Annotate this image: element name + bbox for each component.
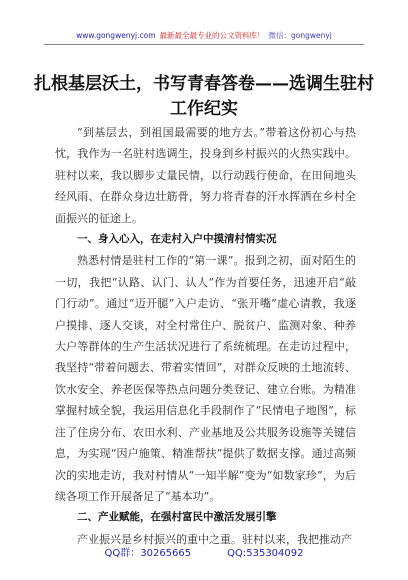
header-divider (44, 44, 364, 45)
header-slogan: 最新最全最专业的公文资料库！ (159, 31, 265, 40)
section-1-paragraph: 熟悉村情是驻村工作的“第一课”。报到之初，面对陌生的一切，我把“认路、认门、认人”作为首要任务，迅速开启“敲门行动”。通过“迈开腿”入户走访、“张开嘴”虚心请教，我逐户摸排、逐人交谈，对全村常住户、脱贫户、监测对象、种养大户等群体的生产生活状况进行了系统梳理。在走访过程中，我坚持“带着问题去、带着实情回”，对群众反映的土地流转、饮水安全、养老医保等热点问题分类登记、建立台账。为精准掌握村域全貌，我运用信息化手段制作了“民情电子地图”，标注了住房分布、农田水利、产业基地及公共服务设施等关键信息，为实现“因户施策、精准帮扶”提供了数据支撑。通过高频次的实地走访，我对村情从“一知半解”变为“如数家珍”，为后续各项工作开展备足了“基本功”。 (55, 254, 356, 503)
page-footer (0, 544, 408, 559)
page-header (0, 31, 408, 41)
document-body (55, 122, 356, 550)
intro-paragraph: “到基层去，到祖国最需要的地方去。”带着这份初心与热忱，我作为一名驻村选调生，投身到乡村振兴的火热实践中。驻村以来，我以脚步丈量民情，以行动践行使命，在田间地头经风雨、在群众身边壮筋骨，努力将青春的汗水挥洒在乡村全面振兴的征途上。 (55, 126, 356, 225)
footer-qq: QQ:535304092 (227, 548, 304, 559)
header-wechat: 微信：gongwenyj (268, 31, 332, 40)
document-title: 扎根基层沃土，书写青春答卷——选调生驻村工作纪实 (34, 74, 374, 119)
section-2-paragraph: 产业振兴是乡村振兴的重中之重。驻村以来，我把推动产 (77, 532, 352, 546)
section-heading-1: 一、身入心入，在走村入户中摸清村情实况 (77, 233, 277, 246)
section-heading-2: 二、产业赋能，在强村富民中激活发展引擎 (77, 511, 277, 524)
header-site-link[interactable]: www.gongwenyj.com (76, 31, 156, 40)
footer-qq-group: QQ群：30265665 (104, 548, 192, 559)
